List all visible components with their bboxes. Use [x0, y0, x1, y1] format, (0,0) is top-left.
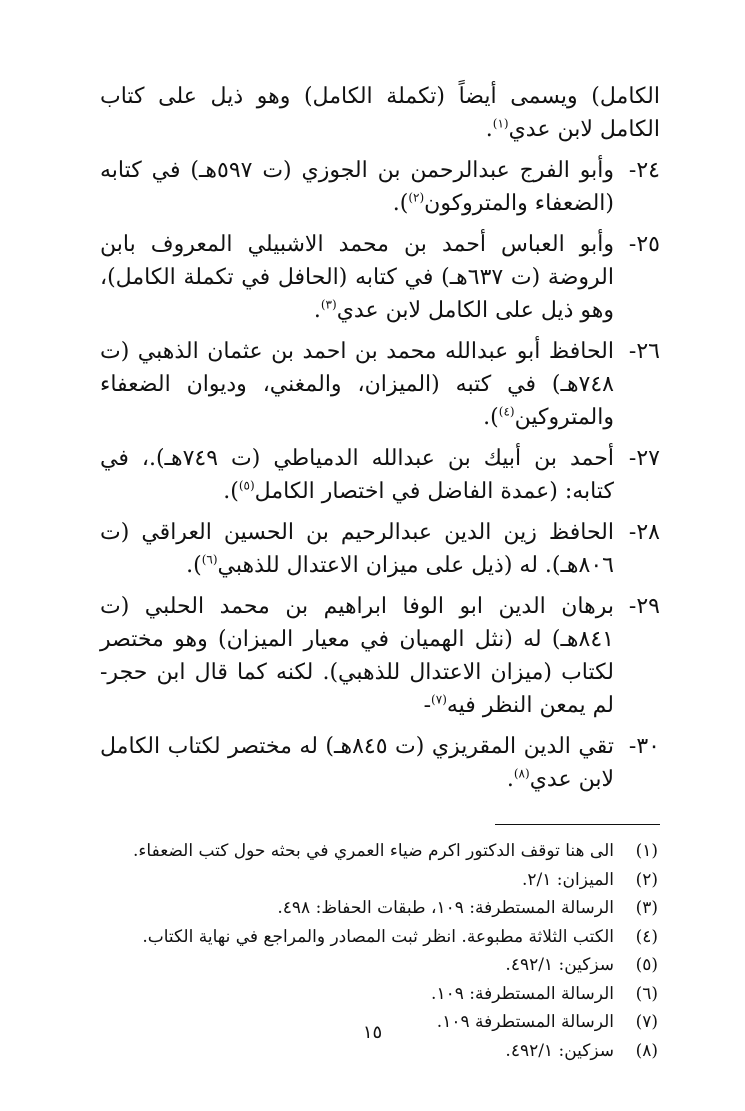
footnote-ref[interactable]: (١): [492, 116, 509, 131]
footnote-number: (١): [635, 841, 658, 861]
footnote-number: (٦): [635, 983, 658, 1004]
continuation-text: الكامل) ويسمى أيضاً (تكملة الكامل) وهو ذيل على كتاب الكامل لابن عدي: [100, 84, 660, 142]
footnote-text: الرسالة المستطرفة: ١٠٩، طبقات الحفاظ: ٤٩٨.: [277, 898, 614, 918]
entry-text: [100, 442, 614, 508]
footnote-ref[interactable]: (٦): [201, 552, 218, 567]
entry-30: [100, 730, 660, 796]
entry-body: برهان الدين ابو الوفا ابراهيم بن محمد الحلبي (ت ٨٤١هـ) له (نثل الهميان في معيار الميزان) وهو مختصر لكتاب (ميزان الاعتدال للذهبي). لكنه كما قال ابن حجر- لم يمعن النظر فيه: [100, 594, 614, 718]
entry-number: ٢٤-: [628, 158, 660, 183]
footnote-4: [100, 923, 658, 952]
footnote-text: الميزان: ٢/١.: [522, 869, 614, 890]
footnote-ref[interactable]: (٢): [408, 190, 425, 205]
footnote-1: [100, 837, 658, 866]
entry-text: [100, 228, 614, 327]
footnote-ref[interactable]: (٤): [498, 404, 515, 419]
footnote-2: [100, 866, 658, 895]
entry-text: [100, 335, 614, 434]
entry-number: ٢٩-: [628, 594, 660, 619]
footnote-number: (٤): [635, 926, 658, 947]
page-body: [100, 80, 660, 1065]
entry-26: [100, 335, 660, 434]
entry-end: .: [506, 767, 514, 792]
footnote-number: (٣): [635, 898, 658, 918]
footnote-number: (٧): [635, 1012, 658, 1032]
entry-text: [100, 516, 614, 582]
entry-text: [100, 590, 614, 722]
footnote-5: [100, 951, 658, 980]
footnote-text: سزكين: ٤٩٢/١.: [505, 955, 614, 975]
footnote-text: الكتب الثلاثة مطبوعة. انظر ثبت المصادر والمراجع في نهاية الكتاب.: [142, 926, 614, 947]
footnote-divider: [495, 824, 660, 825]
footnote-ref[interactable]: (٣): [320, 297, 337, 312]
continuation-end: .: [485, 117, 493, 142]
entry-24: [100, 154, 660, 220]
page-number: ١٥: [362, 1022, 383, 1043]
entry-number: ٣٠-: [628, 734, 660, 759]
entry-body: أحمد بن أبيك بن عبدالله الدمياطي (ت ٧٤٩هـ).، في كتابه: (عمدة الفاضل في اختصار الكامل: [100, 446, 614, 504]
entry-end: ).: [223, 479, 239, 504]
entry-end: -: [423, 693, 432, 718]
footnote-text: سزكين: ٤٩٢/١.: [505, 1040, 614, 1061]
footnote-6: [100, 980, 658, 1009]
entry-25: [100, 228, 660, 327]
entry-body: وأبو العباس أحمد بن محمد الاشبيلي المعروف بابن الروضة (ت ٦٣٧هـ) في كتابه (الحافل في تكملة الكامل)، وهو ذيل على الكامل لابن عدي: [100, 232, 614, 323]
entry-end: ).: [483, 405, 499, 430]
entry-text: [100, 730, 614, 796]
entry-body: وأبو الفرج عبدالرحمن بن الجوزي (ت ٥٩٧هـ) في كتابه (الضعفاء والمتروكون: [100, 158, 614, 216]
footnote-ref[interactable]: (٥): [238, 478, 255, 493]
footnote-number: (٢): [635, 869, 658, 890]
entry-body: الحافظ زين الدين عبدالرحيم بن الحسين العراقي (ت ٨٠٦هـ). له (ذيل على ميزان الاعتدال للذهبي: [100, 520, 614, 578]
entry-28: [100, 516, 660, 582]
entry-number: ٢٥-: [628, 232, 660, 257]
footnote-text: الرسالة المستطرفة: ١٠٩.: [431, 983, 614, 1004]
footnote-3: [100, 894, 658, 923]
entry-end: ).: [186, 553, 202, 578]
entry-27: [100, 442, 660, 508]
entry-number: ٢٧-: [628, 446, 660, 471]
footnote-ref[interactable]: (٧): [431, 692, 447, 707]
entry-end: .: [313, 298, 321, 323]
footnote-text: الى هنا توقف الدكتور اكرم ضياء العمري في بحثه حول كتب الضعفاء.: [133, 841, 614, 861]
footnote-ref[interactable]: (٨): [513, 766, 530, 781]
entry-number: ٢٦-: [628, 339, 660, 364]
entry-end: ).: [392, 191, 409, 216]
entry-29: [100, 590, 660, 722]
entry-number: ٢٨-: [628, 520, 660, 545]
continuation-paragraph: [100, 80, 660, 146]
footnote-number: (٥): [635, 955, 658, 975]
footnote-text: الرسالة المستطرفة ١٠٩.: [436, 1012, 614, 1032]
entry-body: تقي الدين المقريزي (ت ٨٤٥هـ) له مختصر لكتاب الكامل لابن عدي: [100, 734, 614, 792]
footnote-number: (٨): [635, 1040, 658, 1061]
entry-text: [100, 154, 614, 220]
entry-body: الحافظ أبو عبدالله محمد بن احمد بن عثمان الذهبي (ت ٧٤٨هـ) في كتبه (الميزان، والمغني، وديوان الضعفاء والمتروكين: [100, 339, 614, 430]
